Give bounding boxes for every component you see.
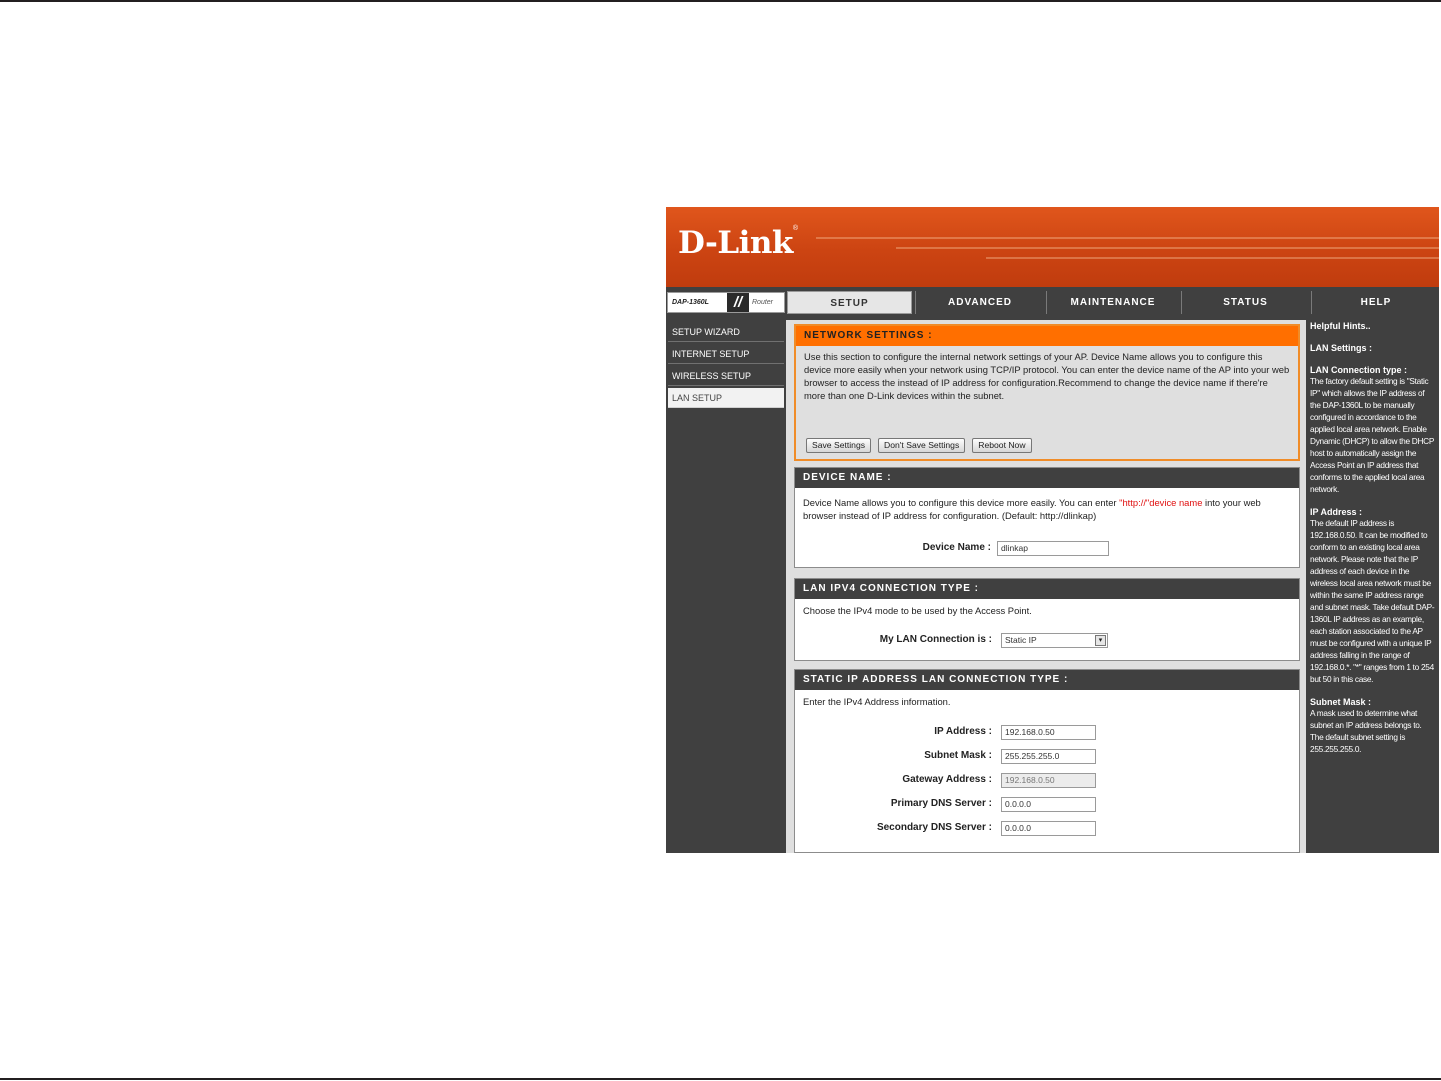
router-admin-screenshot: [666, 207, 1439, 853]
primary-dns-label: Primary DNS Server :: [890, 798, 992, 809]
save-settings-button[interactable]: Save Settings: [806, 438, 871, 453]
bottom-rule: [0, 1078, 1441, 1080]
secondary-dns-label: Secondary DNS Server :: [876, 822, 992, 833]
gateway-address-label: Gateway Address :: [902, 774, 992, 785]
static-ip-description: Enter the IPv4 Address information.: [803, 696, 951, 707]
tab-status[interactable]: STATUS: [1181, 291, 1309, 314]
dont-save-settings-button[interactable]: Don't Save Settings: [878, 438, 965, 453]
model-badge: [667, 292, 785, 313]
help-ip-text: The default IP address is 192.168.0.50. It can be modified to conform to an existing local area network. Please note that the IP address of each device in the wireless local area network must be within the same IP address range and subnet mask. Take default DAP-1360L IP address as an example, each station associated to the AP must be configured with a unique IP address falling in the range of 192.168.0.*. "*" ranges from 1 to 254 but 50 in this case.: [1310, 518, 1435, 684]
header-banner: [666, 207, 1439, 287]
help-sidebar: [1306, 317, 1439, 853]
sidebar: [666, 322, 786, 853]
device-name-desc-text: Device Name allows you to configure this device more easily. You can enter: [803, 497, 1120, 508]
slash-icon: //: [727, 293, 749, 312]
sidebar-item-internet-setup[interactable]: INTERNET SETUP: [668, 344, 784, 364]
ip-address-label: IP Address :: [934, 726, 992, 737]
reboot-now-button[interactable]: Reboot Now: [972, 438, 1031, 453]
lan-connection-type-description: Choose the IPv4 mode to be used by the Access Point.: [803, 605, 1032, 616]
help-title: Helpful Hints..: [1310, 321, 1371, 331]
chevron-down-icon[interactable]: ▾: [1095, 635, 1106, 646]
lan-connection-type-panel: [794, 578, 1300, 661]
lan-connection-select[interactable]: [1001, 633, 1108, 648]
dlink-logo: D-Link®: [678, 225, 798, 261]
device-name-desc-text: into your web browser instead of IP address for configuration. (Default: http://dlinkap): [803, 497, 1261, 521]
device-name-link-text: "http://"device name: [1119, 497, 1203, 508]
help-lan-settings: LAN Settings :: [1310, 343, 1372, 353]
device-name-panel: [794, 467, 1300, 568]
device-name-title: DEVICE NAME :: [795, 468, 1299, 488]
main-content: [786, 320, 1306, 853]
sidebar-item-wireless-setup[interactable]: WIRELESS SETUP: [668, 366, 784, 386]
subnet-mask-row: [795, 749, 992, 765]
device-name-input[interactable]: dlinkap: [997, 541, 1109, 556]
help-conn-type-text: The factory default setting is "Static IP" which allows the IP address of the DAP-1360L to be manually configured in accordance to the applied local area network. Enable Dynamic (DHCP) to allow the DHCP host to automatically assign the Access Point an IP address that conforms to the applied local area network.: [1310, 376, 1434, 494]
network-settings-panel: [794, 324, 1300, 461]
gateway-address-input[interactable]: 192.168.0.50: [1001, 773, 1096, 788]
subnet-mask-input[interactable]: 255.255.255.0: [1001, 749, 1096, 764]
help-ip-title: IP Address :: [1310, 507, 1363, 517]
top-rule: [0, 0, 1441, 2]
lan-connection-row: [795, 633, 992, 649]
help-subnet-text: A mask used to determine what subnet an IP address belongs to. The default subnet setting is 255.255.255.0.: [1310, 708, 1422, 754]
tab-advanced[interactable]: ADVANCED: [915, 291, 1044, 314]
sidebar-item-setup-wizard[interactable]: SETUP WIZARD: [668, 322, 784, 342]
primary-dns-input[interactable]: 0.0.0.0: [1001, 797, 1096, 812]
banner-streak: [816, 237, 1439, 239]
ip-address-row: [795, 725, 992, 741]
model-name: DAP-1360L: [672, 299, 709, 306]
secondary-dns-input[interactable]: 0.0.0.0: [1001, 821, 1096, 836]
tab-help[interactable]: HELP: [1311, 291, 1439, 314]
banner-streak: [896, 247, 1439, 249]
banner-streak: [986, 257, 1439, 259]
static-ip-panel: [794, 669, 1300, 853]
device-name-label: Device Name :: [922, 542, 991, 553]
help-conn-type-title: LAN Connection type :: [1310, 365, 1407, 375]
sidebar-item-lan-setup[interactable]: LAN SETUP: [668, 388, 784, 408]
device-name-row: [795, 541, 991, 557]
network-settings-title: NETWORK SETTINGS :: [796, 326, 1298, 346]
primary-dns-row: [795, 797, 992, 813]
tab-setup[interactable]: SETUP: [787, 291, 912, 314]
lan-connection-label: My LAN Connection is :: [879, 634, 992, 645]
action-buttons: [806, 438, 1032, 453]
tab-maintenance[interactable]: MAINTENANCE: [1046, 291, 1179, 314]
device-name-description: [795, 496, 1299, 522]
lan-connection-type-title: LAN IPV4 CONNECTION TYPE :: [795, 579, 1299, 599]
static-ip-title: STATIC IP ADDRESS LAN CONNECTION TYPE :: [795, 670, 1299, 690]
lan-connection-selected: Static IP: [1005, 635, 1037, 645]
model-mode: Router: [752, 299, 774, 306]
help-subnet-title: Subnet Mask :: [1310, 697, 1372, 707]
ip-address-input[interactable]: 192.168.0.50: [1001, 725, 1096, 740]
network-settings-description: Use this section to configure the internal network settings of your AP. Device Name allows you to configure this device more easily when your network using TCP/IP protocol. You can enter the device name of the AP into your web browser to access the instead of IP address for configuration.Recommend to change the device name if there're more than one D-Link devices within the subnet.: [804, 351, 1290, 401]
subnet-mask-label: Subnet Mask :: [924, 750, 992, 761]
gateway-address-row: [795, 773, 992, 789]
secondary-dns-row: [795, 821, 992, 837]
